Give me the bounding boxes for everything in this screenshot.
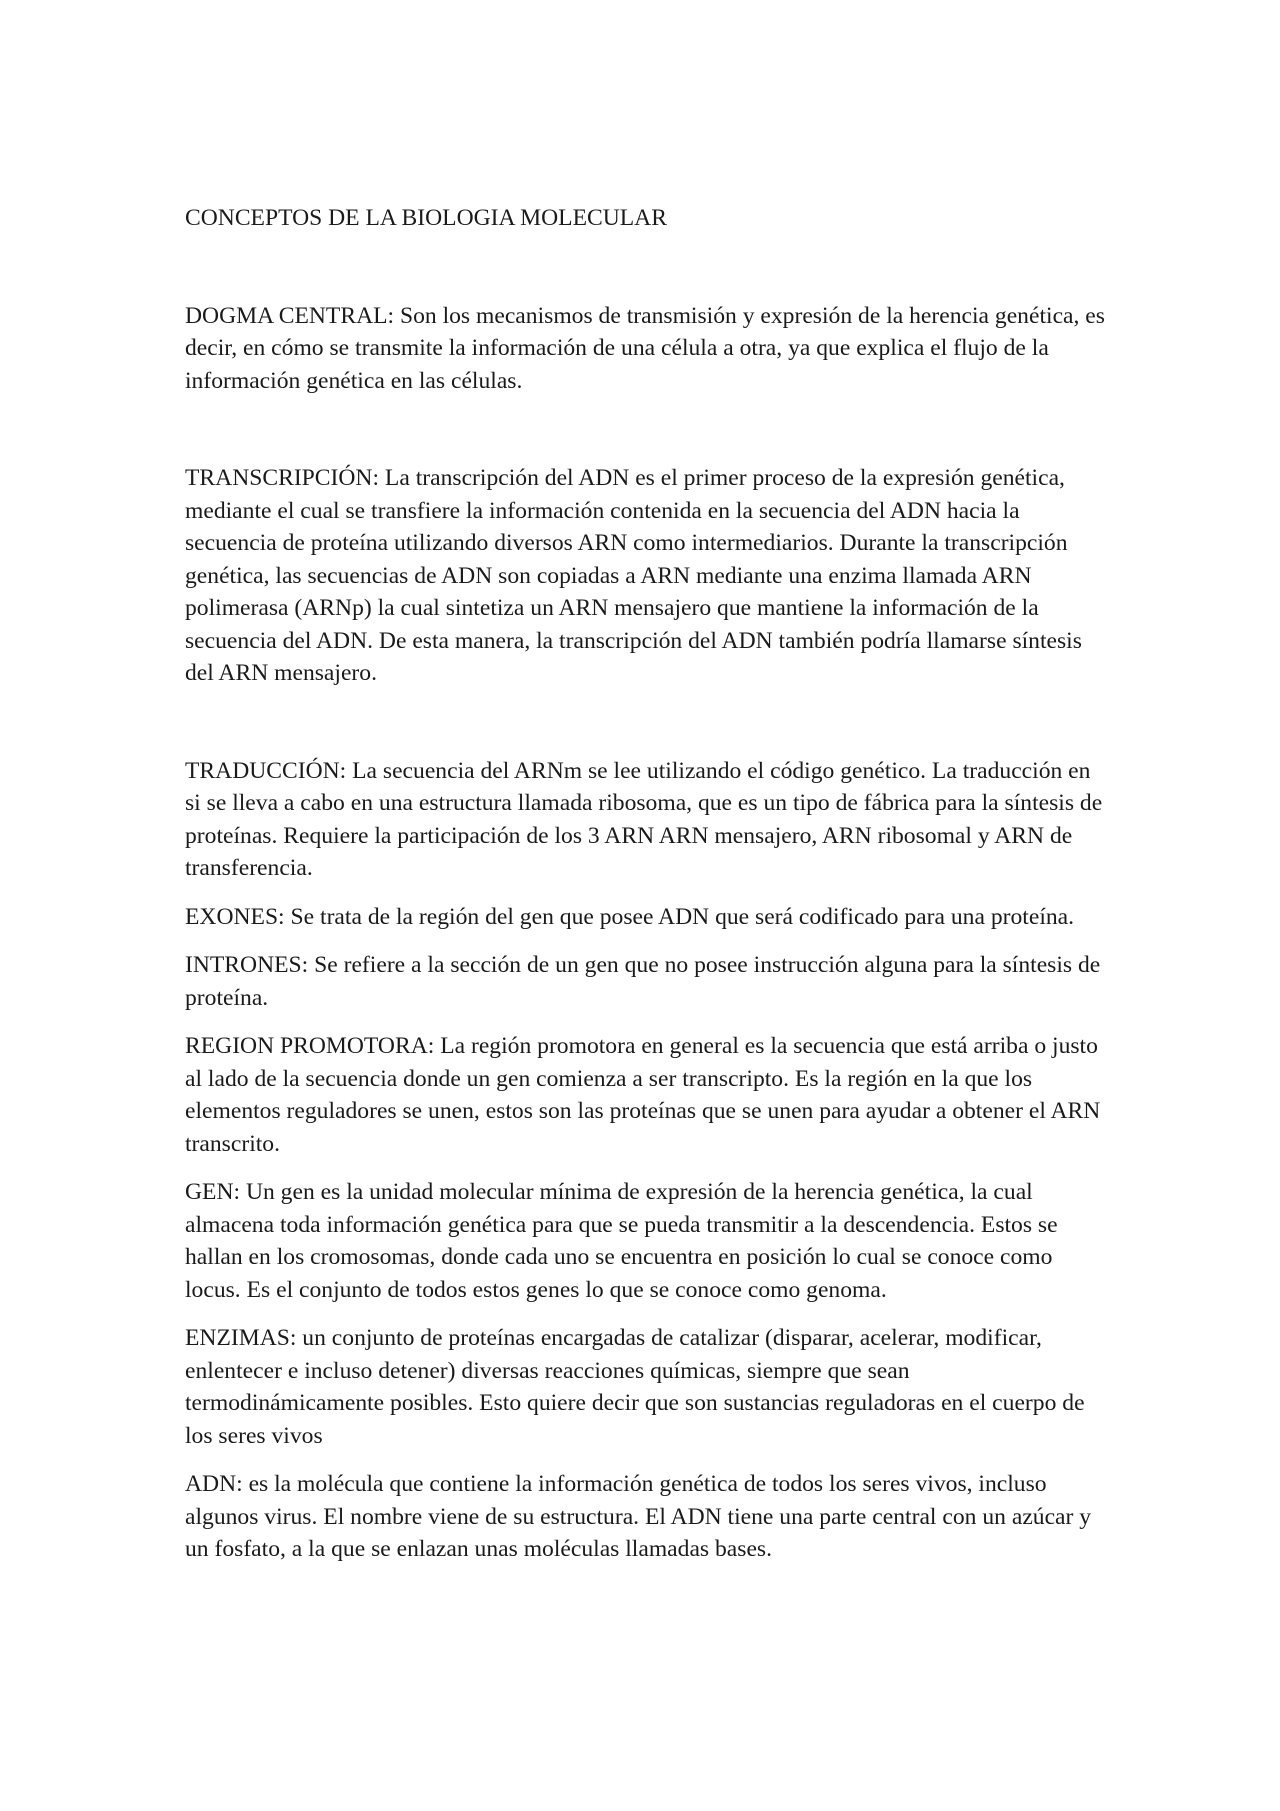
paragraph-transcripcion: TRANSCRIPCIÓN: La transcripción del ADN es el primer proceso de la expresión genética, mediante el cual se transfiere la información contenida en la secuencia del ADN hacia la secuencia de proteína utilizando diversos ARN como intermediarios. Durante la transcripción genética, las secuencias de ADN son copiadas a ARN mediante una enzima llamada ARN polimerasa (ARNp) la cual sintetiza un ARN mensajero que mantiene la información de la secuencia del ADN. De esta manera, la transcripción del ADN también podría llamarse síntesis del ARN mensajero. [185,465,1082,686]
paragraph-adn: ADN: es la molécula que contiene la información genética de todos los seres vivos, incluso algunos virus. El nombre viene de su estructura. El ADN tiene una parte central con un azúcar y un fosfato, a la que se enlazan unas moléculas llamadas bases. [185,1471,1092,1562]
document-body [185,202,1105,1566]
paragraph-traduccion: TRADUCCIÓN: La secuencia del ARNm se lee utilizando el código genético. La traducción en si se lleva a cabo en una estructura llamada ribosoma, que es un tipo de fábrica para la síntesis de proteínas. Requiere la participación de los 3 ARN ARN mensajero, ARN ribosomal y ARN de transferencia. [185,757,1103,881]
paragraph-exones: EXONES: Se trata de la región del gen que posee ADN que será codificado para una proteína. [185,903,1075,930]
paragraph-gen: GEN: Un gen es la unidad molecular mínima de expresión de la herencia genética, la cual almacena toda información genética para que se pueda transmitir a la descendencia. Estos se hallan en los cromosomas, donde cada uno se encuentra en posición lo cual se conoce como locus. Es el conjunto de todos estos genes lo que se conoce como genoma. [185,1179,1058,1303]
paragraph-enzimas: ENZIMAS: un conjunto de proteínas encargadas de catalizar (disparar, acelerar, modificar, enlentecer e incluso detener) diversas reacciones químicas, siempre que sean termodinámicamente posibles. Esto quiere decir que son sustancias reguladoras en el cuerpo de los seres vivos [185,1325,1085,1449]
paragraph-dogma-central: DOGMA CENTRAL: Son los mecanismos de transmisión y expresión de la herencia genética, es decir, en cómo se transmite la información de una célula a otra, ya que explica el flujo de la información genética en las células. [185,302,1105,394]
paragraph-intrones: INTRONES: Se refiere a la sección de un gen que no posee instrucción alguna para la síntesis de proteína. [185,952,1101,1011]
paragraph-region-promotora: REGION PROMOTORA: La región promotora en general es la secuencia que está arriba o justo al lado de la secuencia donde un gen comienza a ser transcripto. Es la región en la que los elementos reguladores se unen, estos son las proteínas que se unen para ayudar a obtener el ARN transcrito. [185,1033,1101,1157]
document-title: CONCEPTOS DE LA BIOLOGIA MOLECULAR [185,205,667,231]
